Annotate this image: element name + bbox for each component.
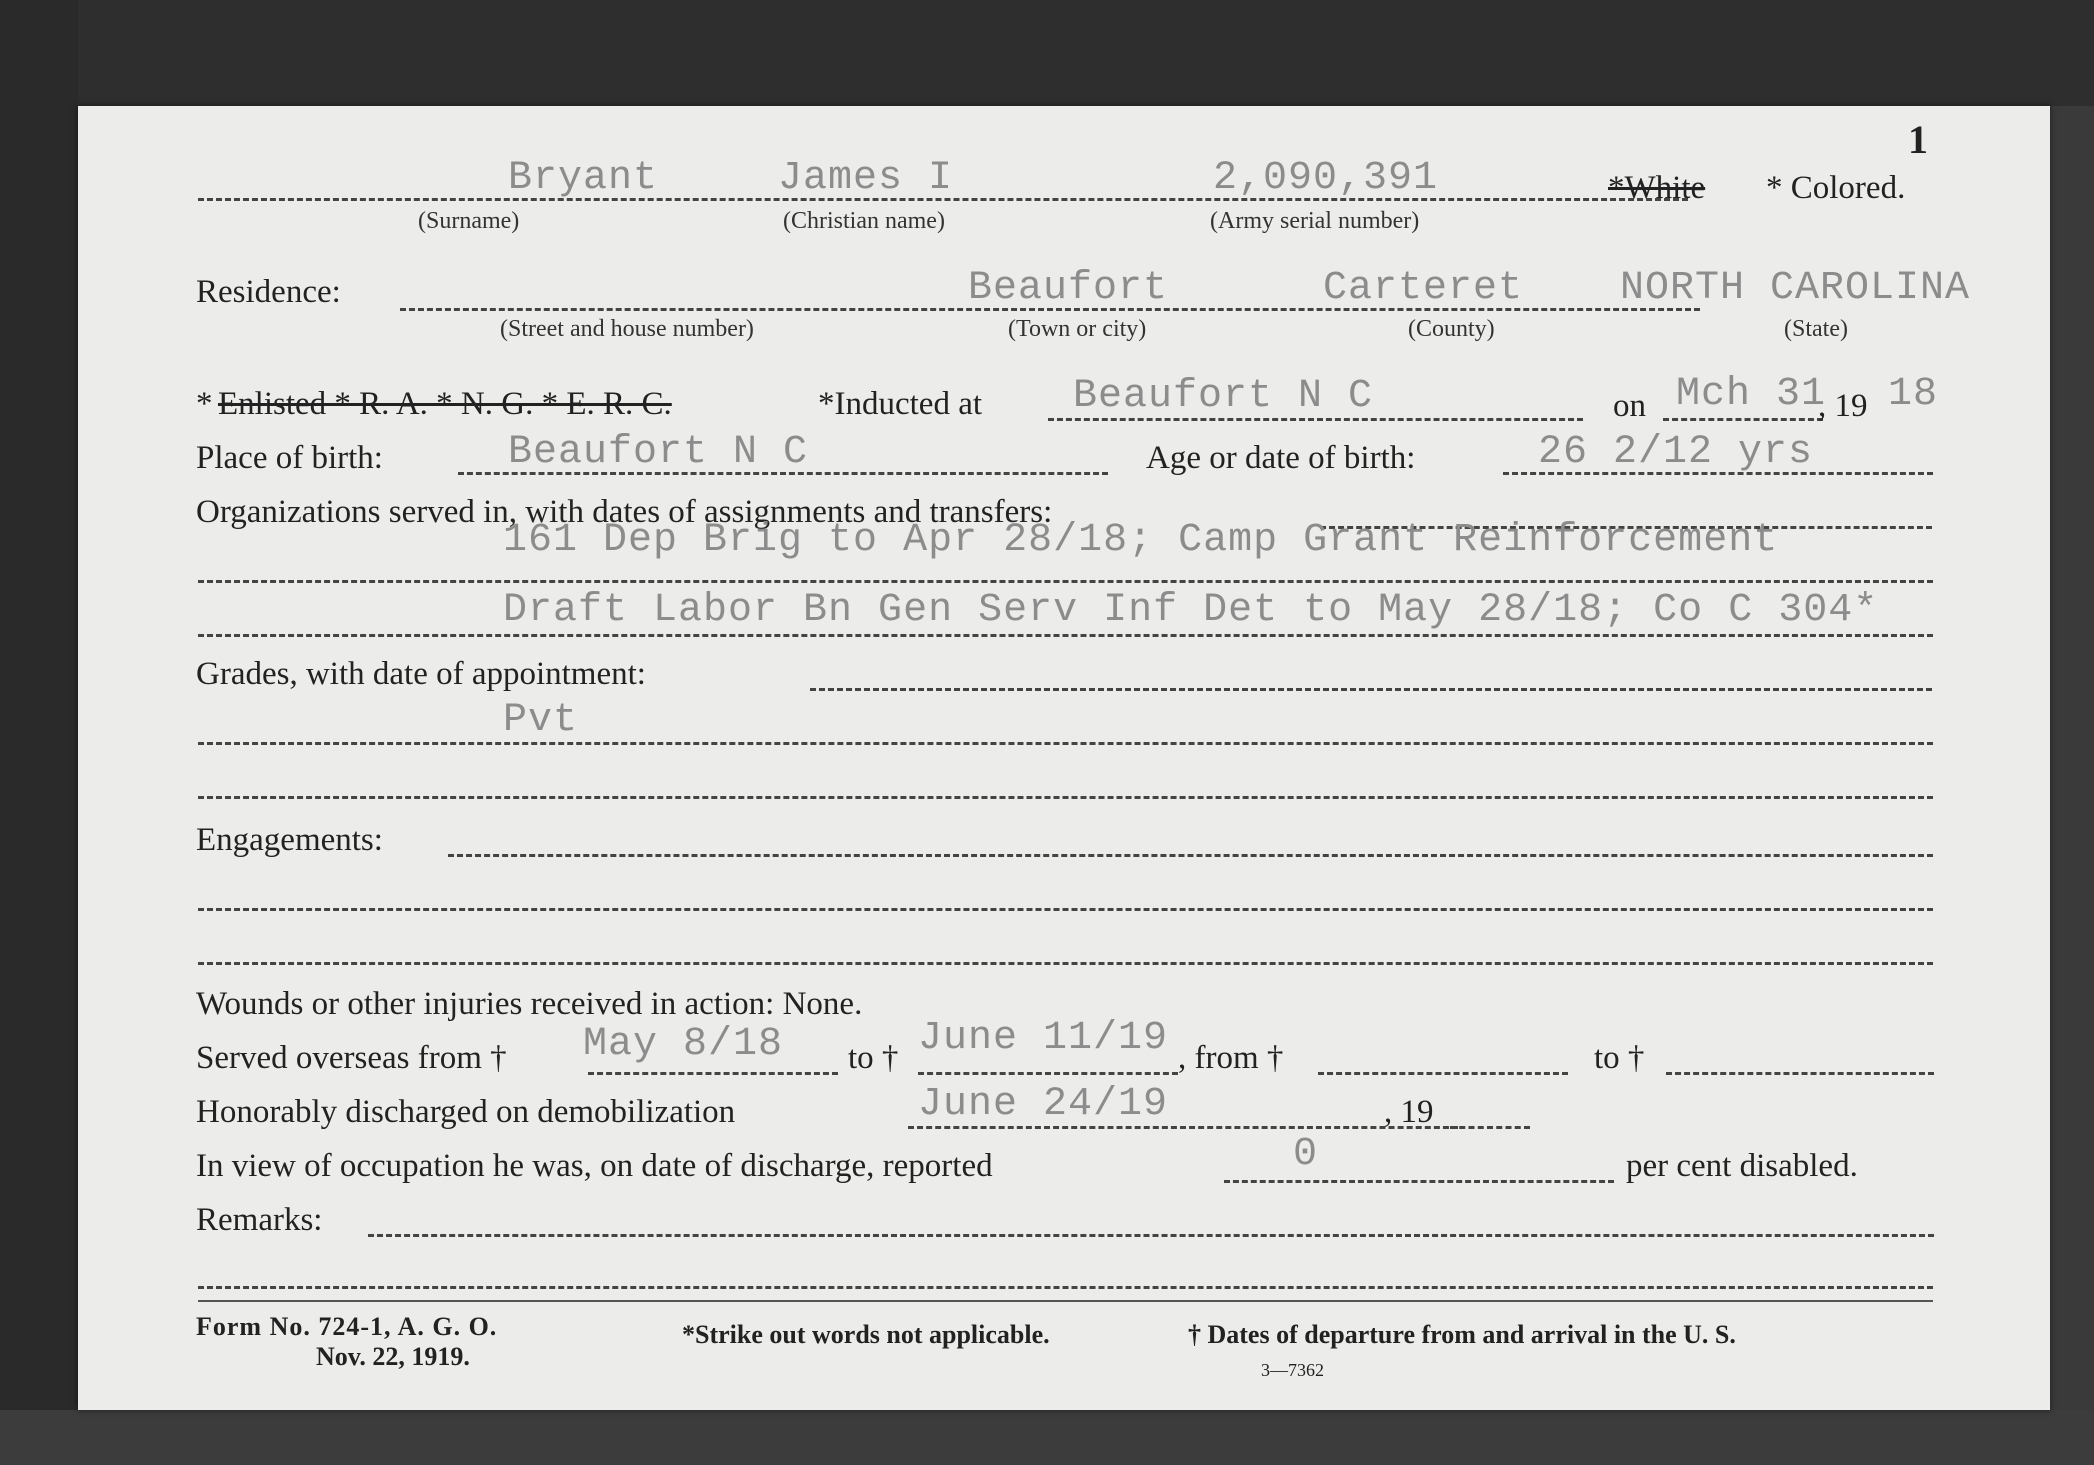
engagements-line-2 (198, 962, 1933, 965)
grades-line-1 (198, 742, 1933, 745)
town-caption: (Town or city) (1008, 316, 1147, 342)
age-value: 26 2/12 yrs (1538, 430, 1814, 475)
remarks-line-0 (368, 1234, 1934, 1237)
overseas-to-line (918, 1072, 1178, 1075)
discharge-label: Honorably discharged on demobilization (196, 1094, 736, 1130)
overseas-from-line (588, 1072, 838, 1075)
engagements-line-0 (448, 854, 1933, 857)
serial-number-caption: (Army serial number) (1210, 208, 1420, 234)
year-prefix: , 19 (1818, 388, 1868, 424)
engagements-line-1 (198, 908, 1933, 911)
grades-line-0 (810, 688, 1932, 691)
organizations-line2-value: Draft Labor Bn Gen Serv Inf Det to May 28/18; Co C 304* (503, 588, 1879, 633)
disability-suffix: per cent disabled. (1626, 1148, 1858, 1184)
christian-name-value: James I (778, 156, 954, 201)
form-date: Nov. 22, 1919. (316, 1342, 470, 1371)
form-number: Form No. 724-1, A. G. O. (196, 1312, 498, 1341)
disability-label: In view of occupation he was, on date of discharge, reported (196, 1148, 993, 1184)
organizations-line-1 (198, 580, 1933, 583)
footer-rule (198, 1300, 1933, 1302)
disability-line (1224, 1180, 1614, 1183)
print-code: 3—7362 (1261, 1360, 1324, 1380)
residence-label: Residence: (196, 274, 341, 310)
engagements-label: Engagements: (196, 822, 383, 858)
card-number: 1 (1908, 117, 1928, 162)
remarks-label: Remarks: (196, 1202, 323, 1238)
discharge-year-line (1450, 1126, 1530, 1129)
wounds-label: Wounds or other injuries received in action: None. (196, 986, 863, 1022)
residence-county: Carteret (1323, 266, 1524, 311)
state-caption: (State) (1784, 316, 1848, 342)
induction-year: 18 (1888, 372, 1939, 417)
served-overseas-label: Served overseas from † (196, 1040, 507, 1076)
discharge-year-suffix: , 19 (1384, 1094, 1434, 1130)
grades-line-2 (198, 796, 1933, 799)
enlisted-prefix: * (196, 386, 213, 422)
scan-background-top (0, 0, 2094, 106)
strike-note: *Strike out words not applicable. (682, 1320, 1050, 1349)
scan-background-left (0, 0, 78, 1465)
induction-date: Mch 31 (1676, 372, 1827, 417)
overseas-to-value: June 11/19 (918, 1016, 1169, 1061)
christian-name-caption: (Christian name) (783, 208, 945, 234)
race-colored: * Colored. (1766, 170, 1906, 206)
residence-state: NORTH CAROLINA (1620, 266, 1971, 311)
organizations-line1-value: 161 Dep Brig to Apr 28/18; Camp Grant Reinforcement (503, 518, 1779, 563)
grades-label: Grades, with date of appointment: (196, 656, 646, 692)
street-caption: (Street and house number) (500, 316, 754, 342)
place-of-birth-value: Beaufort N C (508, 430, 809, 475)
inducted-label: *Inducted at (818, 386, 983, 422)
age-label: Age or date of birth: (1146, 440, 1416, 476)
overseas-to2-label: to † (1594, 1040, 1645, 1076)
date-line (1663, 418, 1823, 421)
disability-value: 0 (1293, 1132, 1319, 1177)
overseas-from-value: May 8/18 (583, 1022, 784, 1067)
discharge-date: June 24/19 (918, 1082, 1169, 1127)
organizations-line-2 (198, 634, 1933, 637)
overseas-from2-label: , from † (1178, 1040, 1284, 1076)
surname-caption: (Surname) (418, 208, 520, 234)
dates-note: † Dates of departure from and arrival in the U. S. (1188, 1320, 1736, 1349)
race-white-struck: *White (1608, 170, 1706, 206)
remarks-line-1 (198, 1286, 1933, 1289)
grades-value: Pvt (503, 698, 579, 743)
organizations-label: Organizations served in, with dates of assignments and transfers: (196, 494, 1053, 530)
overseas-from2-line (1318, 1072, 1568, 1075)
surname-value: Bryant (508, 156, 659, 201)
overseas-to-label: to † (848, 1040, 899, 1076)
serial-number-value: 2,090,391 (1213, 156, 1439, 201)
service-record-card (78, 106, 2050, 1410)
place-of-birth-label: Place of birth: (196, 440, 383, 476)
overseas-to2-line (1666, 1072, 1934, 1075)
scan-background-bottom (0, 1410, 2094, 1465)
residence-town: Beaufort (968, 266, 1169, 311)
on-label: on (1613, 388, 1646, 424)
enlisted-struck: Enlisted * R. A. * N. G. * E. R. C. (218, 386, 672, 422)
inducted-place: Beaufort N C (1073, 374, 1374, 419)
county-caption: (County) (1408, 316, 1495, 342)
